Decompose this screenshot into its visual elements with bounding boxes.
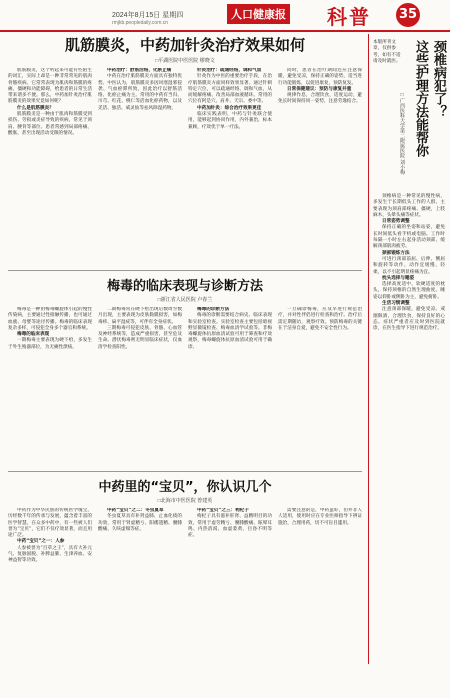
subheading: 日常姿势调整 (382, 219, 410, 225)
paragraph: 针灸作为中医的重要治疗手段，在治疗肌筋膜炎方面同样效果显著。通过针刺特定穴位，可以疏通经络、调和气血，从而缓解疼痛、改善局部血液循环。常用的穴位有阿是穴、肩井、天宗、委中等。 (188, 74, 272, 105)
article-byline: □浙江省人民医院 卢春兰 (157, 297, 213, 303)
paragraph: 二期梅毒常在硬下疳出现后数周至数月出现，主要表现为皮肤黏膜损害，如梅毒疹、扁平湿疣等，可伴有全身症状。 (98, 307, 182, 325)
paragraph: 需要注意的是，中药虽好，但并非人人适用，使用时应在专业医师指导下辨证施治，合理用药，切不可盲目滥用。 (278, 508, 362, 526)
website-url: rmjkb.peopledaily.com.cn (112, 20, 169, 26)
article-column (98, 68, 182, 266)
newspaper-logo: 人口健康报 (227, 4, 290, 24)
paragraph: 中药作为中华民族的传统医学瑰宝，历经数千年的传承与发展，蕴含着丰富的医学智慧。在众多中药中，有一些被人们誉为“宝贝”，它们不仅疗效显著，而且用途广泛。 (8, 508, 92, 539)
subheading: 中药“宝贝”之三：枸杞子 (197, 508, 249, 513)
article-title: 梅毒的临床表现与诊断方法 (106, 279, 263, 294)
subheading: 枕头选择与睡姿 (382, 275, 415, 281)
subheading: 针灸治疗：疏通经络，调和气血 (197, 68, 262, 73)
article-byline: □北海市中医医院 曾建英 (157, 498, 213, 504)
page-number: 35 (396, 3, 420, 27)
sidebar-title (407, 40, 447, 157)
article-column (188, 508, 272, 698)
paragraph: 选择高度适中、软硬适度的枕头，保持颈椎的自然生理曲度。睡姿以仰卧或侧卧为主，避免俯卧。 (373, 282, 445, 300)
subheading: 生活习惯调整 (382, 301, 410, 307)
paragraph: 冬虫夏草具有补肾益肺、止血化痰的功效，常用于肾虚精亏、阳痿遗精、腰膝酸痛、久咳虚喘等症。 (98, 514, 182, 532)
article-column (8, 307, 92, 467)
article-column (8, 68, 92, 266)
subheading: 颈部锻炼方法 (382, 250, 410, 256)
subheading: 中药加针灸：综合治疗效果更佳 (197, 105, 262, 111)
article-column (278, 508, 362, 698)
sidebar-body (373, 194, 445, 333)
article-syphilis (8, 275, 362, 467)
paragraph: 可进行颈部前屈、后伸、侧屈和旋转等动作，动作宜缓慢、轻柔，以不引起明显疼痛为宜。 (373, 256, 445, 275)
sidebar-title-line1: 颈椎病犯了？ (431, 40, 446, 118)
article-column (278, 68, 362, 266)
divider (8, 471, 362, 472)
paragraph: 临床实践表明，中药与针灸联合使用，能够起到协同作用，内外兼治，标本兼顾，疗效优于单一疗法。 (188, 112, 272, 130)
sidebar-intro: 本版所刊文章，仅供参考，如有不适请及时就医。 (373, 40, 401, 64)
paragraph: 颈椎病是一种常见的慢性病，多发生于长期低头工作的人群，主要表现为颈肩部疼痛、僵硬，上肢麻木，头晕头痛等症状。 (373, 194, 445, 218)
subheading: 日常保健建议：预防与康复并重 (287, 86, 352, 92)
article-byline: □平湖医院中医医院 缪晓文 (155, 58, 215, 64)
article-title: 中药里的“宝贝”，你认识几个 (98, 480, 272, 495)
paragraph: 一期梅毒主要表现为硬下疳，多发生于外生殖器部位，为无痛性溃疡。 (8, 338, 92, 350)
paragraph: 肌筋膜炎是一种由于肌肉和筋膜受到损伤、劳损或炎症导致的疾病，常见于颈肩、腰背等部位。患者常感到局部疼痛、酸胀，甚至出现活动受限的情况。 (8, 112, 92, 136)
article-column (188, 68, 272, 266)
article-herbs (8, 476, 362, 698)
paragraph: 规律作息，合理饮食，适度运动，避免长时间保持同一姿势，注意劳逸结合。 (278, 93, 362, 105)
subheading: 中药治疗：舒筋活络，化瘀止痛 (107, 68, 172, 73)
subheading: 什么是肌筋膜炎？ (17, 105, 54, 111)
paragraph: 一旦确诊梅毒，应及早进行规范治疗，并对性伴侣进行检查和治疗。治疗后需定期随访，观察疗效。预防梅毒的关键在于洁身自爱，避免不安全性行为。 (278, 307, 362, 331)
issue-date: 2024年8月15日 星期四 (112, 12, 184, 19)
paragraph: 梅毒的诊断需要结合病史、临床表现和实验室检查。实验室检查主要包括暗视野显微镜检查、梅毒血清学试验等。非梅毒螺旋体抗原血清试验可用于筛查和疗效观察，梅毒螺旋体抗原血清试验可用于确诊。 (188, 313, 272, 350)
sidebar-title-line2: 这些护理方法能帮你 (413, 40, 428, 157)
article-fascia (8, 34, 362, 266)
article-title: 肌筋膜炎，中药加针灸治疗效果如何 (64, 36, 305, 54)
article-column (98, 307, 182, 467)
paragraph: 梅毒是一种由梅毒螺旋体引起的慢性传染病，主要通过性接触传播，也可通过血液、母婴等途径传播。梅毒的临床表现复杂多样，可侵犯全身多个器官和系统。 (8, 307, 92, 331)
sidebar-byline: □广西医科大学第二附属医院 刘小梅 (399, 92, 405, 175)
paragraph: 人参被誉为“百草之王”，具有大补元气、复脉固脱、补脾益肺、生津养血、安神益智等功效。 (8, 545, 92, 564)
paragraph: 中药在治疗肌筋膜炎方面具有独特优势。中医认为，肌筋膜炎多因风寒湿邪侵袭、气血瘀滞所致，因此治疗以舒筋活络、化瘀止痛为主。常用的中药有当归、川芎、红花、桃仁等活血化瘀药物，以及羌活、独活、威灵仙等祛风除湿药物。 (98, 74, 182, 111)
masthead (0, 0, 450, 32)
main-content (8, 34, 362, 698)
divider (8, 270, 362, 271)
article-column (98, 508, 182, 698)
article-column (188, 307, 272, 467)
article-column (278, 307, 362, 467)
paragraph: 保持正确的坐姿和站姿，避免长时间低头看手机或电脑。工作时每隔一小时左右起身活动颈部，缓解颈部肌肉疲劳。 (373, 225, 445, 250)
paragraph: 枸杞子具有滋补肝肾、益精明目的功效，常用于虚劳精亏、腰膝酸痛、眩晕耳鸣、内热消渴、血虚萎黄、目昏不明等症。 (188, 514, 272, 539)
paragraph: 同时，患者在治疗期间还应注意保暖，避免受凉，保持正确的姿势，适当进行功能锻炼，以促进康复，预防复发。 (278, 68, 362, 86)
subheading: 梅毒的临床表现 (17, 332, 50, 338)
section-title: 科普 (327, 5, 371, 29)
article-column (8, 508, 92, 698)
paragraph: 肌筋膜炎，这个听起来可能有些陌生的词汇，实际上却是一种非常常见的肌肉骨骼疾病。它常常表现为肌肉和筋膜的疼痛、僵硬和功能障碍，给患者的日常生活带来诸多不便。那么，中药加针灸治疗肌筋膜炎的效果究竟如何呢？ (8, 68, 92, 105)
paragraph: 三期梅毒可侵犯皮肤、骨骼、心血管及神经系统等，造成严重损害，甚至危及生命。潜伏梅毒则无明显临床症状，仅血清学检查阳性。 (98, 325, 182, 350)
subheading: 中药“宝贝”之二：冬虫夏草 (107, 508, 164, 513)
paragraph: 注意颈部保暖，避免受凉。戒烟限酒，合理饮食，保持良好的心态。症状严重者应及时到医院就诊，在医生指导下进行规范治疗。 (373, 307, 445, 332)
subheading: 中药“宝贝”之一：人参 (17, 539, 65, 545)
sidebar-article (368, 34, 449, 664)
subheading: 梅毒的诊断方法 (197, 307, 230, 312)
